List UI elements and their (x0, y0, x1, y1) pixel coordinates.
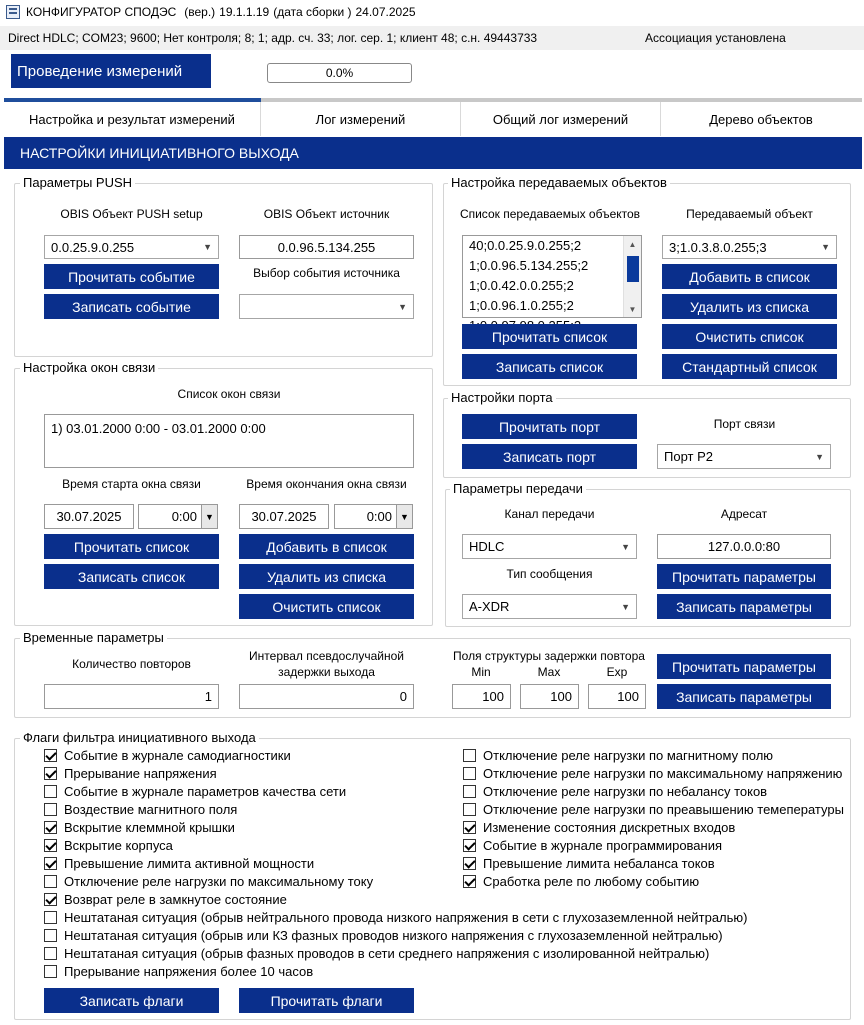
measure-button[interactable]: Проведение измерений (11, 54, 211, 88)
flag-checkbox-row[interactable] (44, 764, 217, 782)
flag-label: Вскрытие корпуса (64, 837, 173, 853)
source-event-select[interactable] (239, 294, 414, 319)
checkbox-checked[interactable] (44, 767, 57, 780)
flag-label: Нештатаная ситуация (обрыв фазных проводов в сети среднего напряжения с изолированной нейтралью) (64, 945, 710, 961)
objects-group-title: Настройка передаваемых объектов (448, 175, 670, 190)
channel-label: Канал передачи (504, 507, 595, 521)
min-field[interactable]: 100 (452, 684, 511, 709)
section-header-title: НАСТРОЙКИ ИНИЦИАТИВНОГО ВЫХОДА (20, 145, 299, 161)
read-transfer-params-button[interactable]: Прочитать параметры (657, 564, 831, 589)
flag-checkbox-row[interactable] (463, 746, 773, 764)
flag-checkbox-row[interactable] (44, 962, 313, 980)
write-transfer-params-button[interactable]: Записать параметры (657, 594, 831, 619)
scrollbar[interactable] (623, 236, 641, 317)
flag-label: Событие в журнале программирования (483, 837, 723, 853)
read-windows-button[interactable]: Прочитать список (44, 534, 219, 559)
checkbox-checked[interactable] (463, 821, 476, 834)
flag-checkbox-row[interactable] (44, 854, 314, 872)
objects-list[interactable] (462, 235, 642, 318)
checkbox-unchecked[interactable] (44, 803, 57, 816)
version: 19.1.1.19 (219, 5, 270, 19)
port-group-title: Настройки порта (448, 390, 556, 405)
tab-general-log[interactable]: Общий лог измерений (461, 102, 661, 136)
addressee-field[interactable]: 127.0.0.0:80 (657, 534, 831, 559)
checkbox-checked[interactable] (44, 839, 57, 852)
message-type-label: Тип сообщения (506, 567, 593, 581)
checkbox-checked[interactable] (463, 839, 476, 852)
windows-list-label: Список окон связи (177, 387, 281, 401)
windows-group-title: Настройка окон связи (20, 360, 158, 375)
flag-label: Воздествие магнитного поля (64, 801, 238, 817)
obis-setup-label: OBIS Объект PUSH setup (60, 207, 203, 221)
connection-status: Ассоциация установлена (645, 31, 786, 45)
checkbox-unchecked[interactable] (44, 947, 57, 960)
flag-checkbox-row[interactable] (44, 800, 237, 818)
checkbox-unchecked[interactable] (44, 785, 57, 798)
checkbox-unchecked[interactable] (463, 785, 476, 798)
tab-object-tree[interactable]: Дерево объектов (709, 111, 813, 127)
checkbox-checked[interactable] (463, 875, 476, 888)
section-header (4, 137, 862, 169)
checkbox-unchecked[interactable] (44, 965, 57, 978)
chevron-down-icon: ▼ (205, 511, 214, 522)
chevron-down-icon: ▼ (821, 242, 830, 252)
port-label: Порт связи (713, 417, 776, 431)
interval-field[interactable]: 0 (239, 684, 414, 709)
checkbox-unchecked[interactable] (463, 803, 476, 816)
flag-label: Возврат реле в замкнутое состояние (64, 891, 287, 907)
read-flags-button[interactable]: Прочитать флаги (239, 988, 414, 1013)
flag-checkbox-row[interactable] (463, 818, 735, 836)
channel-select[interactable]: HDLC ▼ (462, 534, 637, 559)
chevron-down-icon: ▼ (398, 301, 407, 312)
checkbox-unchecked[interactable] (44, 929, 57, 942)
checkbox-checked[interactable] (44, 857, 57, 870)
remove-object-button[interactable]: Удалить из списка (662, 294, 837, 319)
flag-label: Событие в журнале параметров качества сети (64, 783, 347, 799)
flag-label: Отключение реле нагрузки по преавышению темепературы (483, 801, 844, 817)
flags-group-title: Флаги фильтра инициативного выхода (20, 730, 259, 745)
list-item[interactable]: 1;0.0.96.1.0.255;2 (469, 298, 574, 313)
flag-label: Нештатаная ситуация (обрыв или КЗ фазных проводов низкого напряжения с глухозаземленной нейтралью) (64, 927, 723, 943)
write-objects-button[interactable]: Записать список (462, 354, 637, 379)
standard-list-button[interactable]: Стандартный список (662, 354, 837, 379)
transfer-group-title: Параметры передачи (450, 481, 586, 496)
message-type-select[interactable]: A-XDR ▼ (462, 594, 637, 619)
end-time-spinner[interactable] (396, 504, 413, 529)
chevron-down-icon: ▼ (815, 451, 824, 462)
start-time-field[interactable]: 0:00 (138, 504, 202, 529)
max-field[interactable]: 100 (520, 684, 579, 709)
write-event-button[interactable]: Записать событие (44, 294, 219, 319)
flag-checkbox-row[interactable] (463, 872, 699, 890)
list-item[interactable]: 1;0.0.96.5.134.255;2 (469, 258, 589, 273)
checkbox-checked[interactable] (44, 821, 57, 834)
repeats-field[interactable]: 1 (44, 684, 219, 709)
checkbox-unchecked[interactable] (44, 911, 57, 924)
timing-group-title: Временные параметры (20, 630, 167, 645)
interval-label-line1: Интервал псевдослучайной (249, 649, 404, 663)
checkbox-checked[interactable] (44, 893, 57, 906)
progress-text: 0.0% (325, 66, 354, 80)
list-item[interactable]: 1;0.0.42.0.0.255;2 (469, 278, 574, 293)
flag-checkbox-row[interactable] (44, 818, 235, 836)
min-label: Min (471, 665, 491, 679)
interval-label-line2: задержки выхода (278, 665, 375, 679)
flag-checkbox-row[interactable] (44, 746, 291, 764)
flag-checkbox-row[interactable] (463, 836, 722, 854)
flag-checkbox-row[interactable] (44, 836, 173, 854)
end-date-field[interactable]: 30.07.2025 (239, 504, 329, 529)
read-timing-params-button[interactable]: Прочитать параметры (657, 654, 831, 679)
obis-setup-select[interactable]: 0.0.25.9.0.255 ▼ (44, 235, 219, 259)
addressee-label: Адресат (720, 507, 768, 521)
flag-checkbox-row[interactable] (463, 782, 767, 800)
exp-field[interactable]: 100 (588, 684, 646, 709)
port-select[interactable]: Порт P2 ▼ (657, 444, 831, 469)
push-group-title: Параметры PUSH (20, 175, 135, 190)
checkbox-checked[interactable] (463, 857, 476, 870)
flag-checkbox-row[interactable] (463, 854, 715, 872)
tab-settings-results[interactable]: Настройка и результат измерений (4, 102, 261, 136)
chevron-down-icon: ▼ (621, 541, 630, 552)
flag-label: Вскрытие клеммной крышки (64, 819, 235, 835)
flag-label: Событие в журнале самодиагностики (64, 747, 291, 763)
max-label: Max (537, 665, 561, 679)
end-time-field[interactable]: 0:00 (334, 504, 397, 529)
scroll-up-icon[interactable]: ▲ (628, 239, 637, 249)
list-item[interactable]: 1) 03.01.2000 0:00 - 03.01.2000 0:00 (51, 421, 266, 436)
scroll-thumb[interactable] (627, 256, 639, 282)
selected-object-label: Передаваемый объект (686, 207, 813, 221)
repeats-label: Количество повторов (72, 657, 191, 671)
flag-checkbox-row[interactable] (44, 890, 287, 908)
progress-bar (267, 63, 412, 83)
start-time-label: Время старта окна связи (62, 477, 201, 491)
build-label: (дата сборки ) (273, 5, 352, 19)
flag-checkbox-row[interactable] (463, 764, 842, 782)
obis-source-label: OBIS Объект источник (263, 207, 390, 221)
objects-list-label: Список передаваемых объектов (459, 207, 641, 221)
chevron-down-icon: ▼ (203, 242, 212, 252)
add-object-button[interactable]: Добавить в список (662, 264, 837, 289)
flag-checkbox-row[interactable] (44, 908, 748, 926)
chevron-down-icon: ▼ (400, 511, 409, 522)
scroll-down-icon[interactable]: ▼ (628, 304, 637, 314)
tab-measure-log[interactable]: Лог измерений (261, 102, 461, 136)
flag-label: Отключение реле нагрузки по небалансу токов (483, 783, 768, 799)
checkbox-unchecked[interactable] (463, 767, 476, 780)
windows-list[interactable] (44, 414, 414, 468)
connection-bar (0, 26, 864, 50)
selected-object-select[interactable]: 3;1.0.3.8.0.255;3 ▼ (662, 235, 837, 259)
checkbox-unchecked[interactable] (463, 749, 476, 762)
flag-checkbox-row[interactable] (44, 872, 373, 890)
read-event-button[interactable]: Прочитать событие (44, 264, 219, 289)
read-port-button[interactable]: Прочитать порт (462, 414, 637, 439)
clear-objects-button[interactable]: Очистить список (662, 324, 837, 349)
start-date-field[interactable]: 30.07.2025 (44, 504, 134, 529)
checkbox-unchecked[interactable] (44, 875, 57, 888)
exp-label: Exp (606, 665, 628, 679)
flag-label: Отключение реле нагрузки по магнитному полю (483, 747, 774, 763)
flag-label: Отключение реле нагрузки по максимальному напряжению (483, 765, 843, 781)
write-flags-button[interactable]: Записать флаги (44, 988, 219, 1013)
read-objects-button[interactable]: Прочитать список (462, 324, 637, 349)
chevron-down-icon: ▼ (621, 601, 630, 612)
flag-label: Прерывание напряжения (64, 765, 217, 781)
start-time-spinner[interactable] (201, 504, 218, 529)
delay-struct-label: Поля структуры задержки повтора (453, 649, 645, 663)
source-event-label: Выбор события источника (253, 266, 400, 280)
app-icon (6, 5, 20, 19)
remove-window-button[interactable]: Удалить из списка (239, 564, 414, 589)
flag-checkbox-row[interactable] (44, 944, 709, 962)
flag-checkbox-row[interactable] (463, 800, 844, 818)
app-title: КОНФИГУРАТОР СПОДЭС (26, 5, 177, 19)
flag-label: Прерывание напряжения более 10 часов (64, 963, 314, 979)
obis-source-field[interactable]: 0.0.96.5.134.255 (239, 235, 414, 259)
write-windows-button[interactable]: Записать список (44, 564, 219, 589)
checkbox-checked[interactable] (44, 749, 57, 762)
list-item[interactable]: 40;0.0.25.9.0.255;2 (469, 238, 582, 253)
add-window-button[interactable]: Добавить в список (239, 534, 414, 559)
title-bar (0, 0, 864, 24)
build-date: 24.07.2025 (355, 5, 416, 19)
flag-checkbox-row[interactable] (44, 926, 723, 944)
flag-label: Превышение лимита небаланса токов (483, 855, 715, 871)
clear-windows-button[interactable]: Очистить список (239, 594, 414, 619)
write-port-button[interactable]: Записать порт (462, 444, 637, 469)
flag-label: Превышение лимита активной мощности (64, 855, 315, 871)
flag-label: Изменение состояния дискретных входов (483, 819, 736, 835)
version-label: (вер.) (184, 5, 216, 19)
write-timing-params-button[interactable]: Записать параметры (657, 684, 831, 709)
flag-checkbox-row[interactable] (44, 782, 346, 800)
end-time-label: Время окончания окна связи (246, 477, 407, 491)
connection-info: Direct HDLC; COM23; 9600; Нет контроля; 8; 1; адр. сч. 33; лог. сер. 1; клиент 48; с.н. 49443733 (8, 31, 538, 45)
flag-label: Нештатаная ситуация (обрыв нейтрального провода низкого напряжения в сети с глухозаземленной нейтралью) (64, 909, 748, 925)
flag-label: Отключение реле нагрузки по максимальному току (64, 873, 374, 889)
flag-label: Сработка реле по любому событию (483, 873, 700, 889)
